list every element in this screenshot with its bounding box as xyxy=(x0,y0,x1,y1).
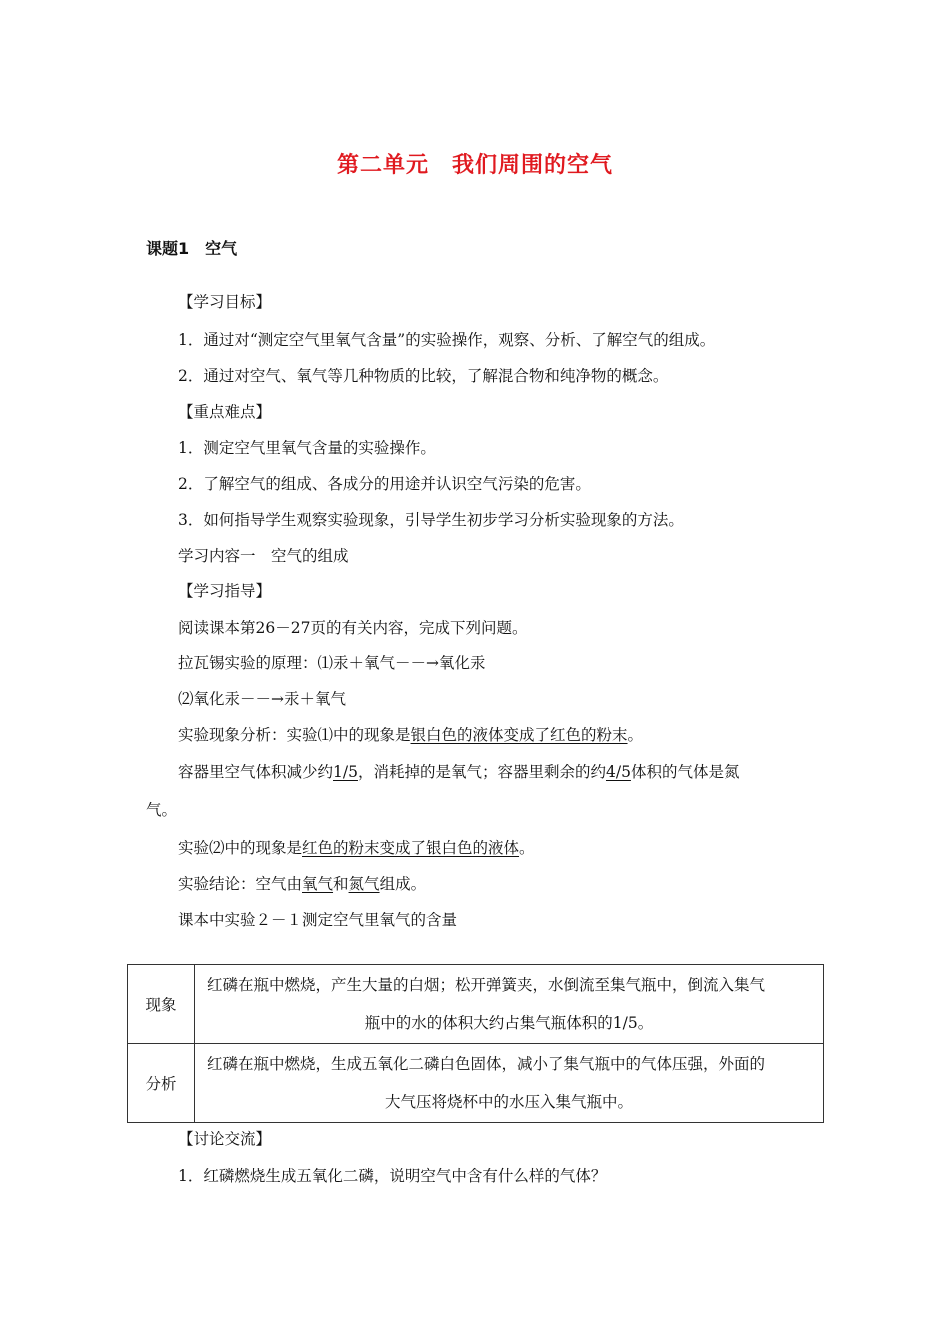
table-row-header: 现象 xyxy=(128,965,195,1044)
cell-line-1: 红磷在瓶中燃烧，生成五氧化二磷白色固体，减小了集气瓶中的气体压强，外面的 xyxy=(207,1055,766,1073)
conclusion-answer-2: 氮气 xyxy=(348,875,380,893)
principle-2: ⑵氧化汞－－→汞＋氧气 xyxy=(178,690,346,708)
table-row xyxy=(128,1044,824,1123)
unit-title: 第二单元 我们周围的空气 xyxy=(336,153,613,178)
volume-continuation: 气。 xyxy=(146,801,178,819)
exp2-line xyxy=(178,838,535,858)
table-row xyxy=(128,965,824,1044)
lesson-title: 课题1 空气 xyxy=(146,239,238,258)
volume-line xyxy=(178,762,739,782)
experiment-table xyxy=(127,964,824,1123)
key-point-item-1: 1．测定空气里氧气含量的实验操作。 xyxy=(178,439,436,457)
exp2-answer: 红色的粉末变成了银白色的液体 xyxy=(302,839,520,857)
goal-item-1: 1．通过对“测定空气里氧气含量”的实验操作，观察、分析、了解空气的组成。 xyxy=(178,331,716,349)
analysis-suffix: 。 xyxy=(627,726,644,744)
discussion-question-1: 1．红磷燃烧生成五氧化二磷，说明空气中含有什么样的气体？ xyxy=(178,1167,607,1185)
goal-item-2: 2．通过对空气、氧气等几种物质的比较，了解混合物和纯净物的概念。 xyxy=(178,367,669,385)
volume-answer-2: 4/5 xyxy=(605,763,631,781)
conclusion-suffix: 组成。 xyxy=(379,875,427,893)
key-points-heading: 【重点难点】 xyxy=(178,403,272,421)
discussion-heading: 【讨论交流】 xyxy=(178,1130,272,1148)
table-row-header: 分析 xyxy=(128,1044,195,1123)
key-point-item-2: 2．了解空气的组成、各成分的用途并认识空气污染的危害。 xyxy=(178,475,591,493)
principle-1: 拉瓦锡实验的原理：⑴汞＋氧气－－→氧化汞 xyxy=(178,654,486,672)
exp2-prefix: 实验⑵中的现象是 xyxy=(178,839,303,857)
table-cell xyxy=(195,1044,824,1123)
cell-line-2: 大气压将烧杯中的水压入集气瓶中。 xyxy=(384,1093,633,1111)
exp2-suffix: 。 xyxy=(519,839,535,857)
volume-text-c: 体积的气体是氮 xyxy=(630,763,740,781)
goals-heading: 【学习目标】 xyxy=(178,293,272,311)
conclusion-mid: 和 xyxy=(333,875,349,893)
textbook-experiment: 课本中实验２－１测定空气里氧气的含量 xyxy=(178,911,458,929)
key-point-item-3: 3．如何指导学生观察实验现象，引导学生初步学习分析实验现象的方法。 xyxy=(178,511,684,529)
cell-line-1: 红磷在瓶中燃烧，产生大量的白烟；松开弹簧夹，水倒流至集气瓶中，倒流入集气 xyxy=(207,976,766,994)
analysis-answer: 银白色的液体变成了红色的粉末 xyxy=(410,726,628,744)
table-cell xyxy=(195,965,824,1044)
analysis-prefix: 实验现象分析：实验⑴中的现象是 xyxy=(178,726,411,744)
volume-text-b: ，消耗掉的是氧气；容器里剩余的约 xyxy=(357,763,606,781)
volume-text-a: 容器里空气体积减少约 xyxy=(178,763,334,781)
conclusion-line xyxy=(178,874,426,894)
volume-answer-1: 1/5 xyxy=(333,763,358,781)
reading-instruction: 阅读课本第26－27页的有关内容，完成下列问题。 xyxy=(178,619,528,637)
analysis-line xyxy=(178,725,643,745)
guide-heading: 【学习指导】 xyxy=(178,582,272,600)
content1-title: 学习内容一 空气的组成 xyxy=(178,547,349,565)
conclusion-prefix: 实验结论：空气由 xyxy=(178,875,303,893)
cell-line-2: 瓶中的水的体积大约占集气瓶体积的1/5。 xyxy=(364,1014,654,1032)
conclusion-answer-1: 氧气 xyxy=(302,875,334,893)
